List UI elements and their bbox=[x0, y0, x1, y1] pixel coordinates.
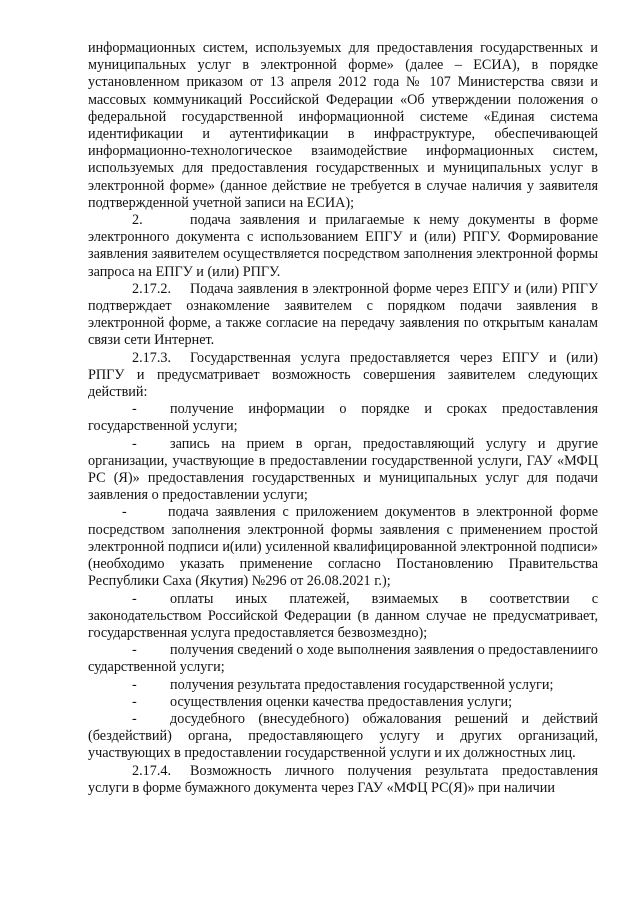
list-item-quality-rating bbox=[88, 694, 598, 711]
paragraph-esia-registration bbox=[88, 40, 598, 212]
dash-marker: - bbox=[132, 710, 137, 727]
list-item-result bbox=[88, 677, 598, 694]
dash-marker: - bbox=[132, 590, 137, 607]
paragraph-text: Возможность личного получения результата предоставления услуги в форме бумажного документа через ГАУ «МФЦ РС(Я)» при наличии bbox=[88, 762, 598, 796]
list-item-appeal bbox=[88, 711, 598, 763]
list-item-appointment bbox=[88, 436, 598, 505]
section-number: 2.17.4. bbox=[132, 762, 172, 779]
paragraph-text: информационных систем, используемых для предоставления государственных и муниципальных услуг в электронной форме» (далее – ЕСИА), в порядке установленном приказом от 13 апреля 2012 года № 107 Министерства связи и массовых коммуникаций Российской Федерации «Об утверждении положения о федеральной государственной информационной системе «Единая система идентификации и аутентификации в инфраструктуре, обеспечивающей информационно-технологическое взаимодействие информационных систем, используемых для предоставления государственных и муниципальных услуг в электронной форме» (данное действие не требуется в случае наличия у заявителя подтвержденной учетной записи на ЕСИА); bbox=[88, 40, 598, 211]
list-item-progress-info bbox=[88, 642, 598, 676]
paragraph-text: получения результата предоставления государственной услуги; bbox=[170, 676, 554, 693]
list-item-submit-application bbox=[88, 212, 598, 281]
paragraph-text: Государственная услуга предоставляется через ЕПГУ и (или) РПГУ и предусматривает возможность совершения заявителем следующих действий: bbox=[88, 349, 598, 401]
paragraph-text: подача заявления и прилагаемые к нему документы в форме электронного документа с использованием ЕПГУ и (или) РПГУ. Формирование заявления заявителем осуществляется посредством заполнения электронной формы запроса на ЕПГУ и (или) РПГУ. bbox=[88, 212, 598, 280]
section-2-17-3 bbox=[88, 350, 598, 402]
dash-marker: - bbox=[132, 693, 137, 710]
dash-marker: - bbox=[132, 435, 137, 452]
section-2-17-2 bbox=[88, 281, 598, 350]
paragraph-text: подача заявления с приложением документов в электронной форме посредством заполнения электронной формы заявления с применением простой электронной подписи и(или) усиленной квалифицированной электронной подписи» (необходимо указать применение согласно Постановлению Правительства Республики Саха (Якутия) №296 от 26.08.2021 г.); bbox=[88, 504, 598, 590]
section-number: 2.17.2. bbox=[132, 280, 172, 297]
paragraph-text: досудебного (внесудебного) обжалования решений и действий (бездействий) органа, предоставляющего услугу и других организаций, участвующих в предоставлении государственной услуги и их должностных лиц. bbox=[88, 710, 598, 762]
paragraph-text: получение информации о порядке и сроках предоставления государственной услуги; bbox=[88, 401, 598, 435]
section-number: 2.17.3. bbox=[132, 349, 172, 366]
dash-marker: - bbox=[122, 504, 127, 521]
paragraph-text: запись на прием в орган, предоставляющий услугу и другие организации, участвующие в предоставлении государственной услуги, ГАУ «МФЦ РС (Я)» предоставления государственных и муниципальных услуг для подачи заявления о предоставлении услуги; bbox=[88, 435, 598, 504]
list-marker: 2. bbox=[132, 212, 143, 229]
dash-marker: - bbox=[132, 401, 137, 418]
section-2-17-4 bbox=[88, 763, 598, 797]
list-item-payments bbox=[88, 591, 598, 643]
paragraph-text: оплаты иных платежей, взимаемых в соответствии с законодательством Российской Федерации (в данном случае не предусматривает, государственная услуга предоставляется безвозмездно); bbox=[88, 590, 598, 641]
list-item-electronic-submission bbox=[88, 504, 598, 590]
dash-marker: - bbox=[132, 676, 137, 693]
paragraph-text: осуществления оценки качества предоставления услуги; bbox=[170, 693, 513, 710]
document-page bbox=[88, 40, 598, 797]
paragraph-text: Подача заявления в электронной форме через ЕПГУ и (или) РПГУ подтверждает ознакомление заявителем с порядком подачи заявления в электронной форме, а также согласие на передачу заявления по открытым каналам связи сети Интернет. bbox=[88, 280, 598, 349]
list-item-info bbox=[88, 401, 598, 435]
paragraph-text: получения сведений о ходе выполнения заявления о предоставленииго сударственной услуги; bbox=[88, 642, 598, 676]
dash-marker: - bbox=[132, 642, 137, 659]
